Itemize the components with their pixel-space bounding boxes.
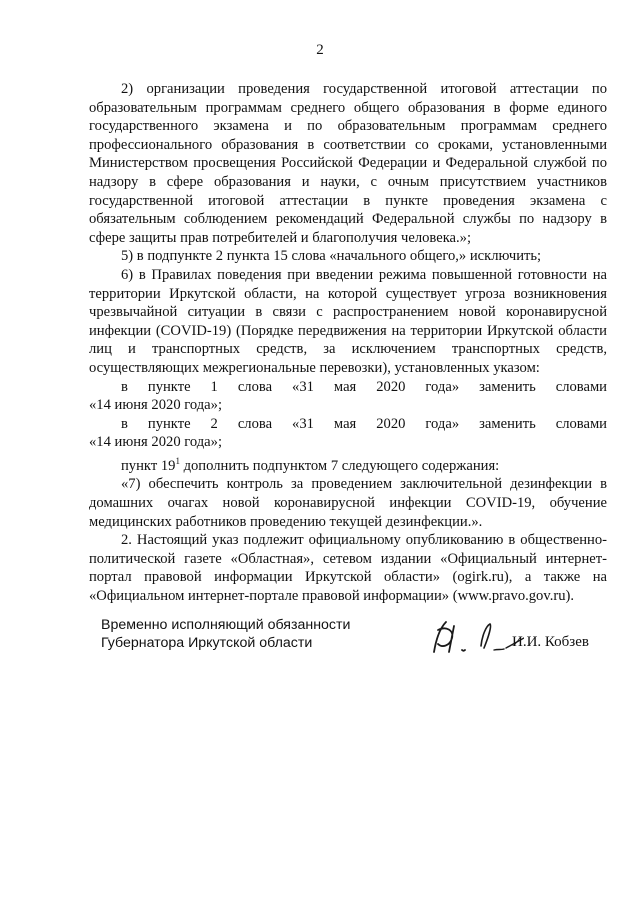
paragraph-publication: 2. Настоящий указ подлежит официальному опубликованию в общественно-политической газете «Областная», сетевом издании «Официальный интернет-портал правовой информации Иркутской области» (ogirk.ru), а также на «Официальном интернет-портале правовой информации» (www.pravo.gov.ru). [89, 532, 607, 604]
document-body [89, 80, 607, 605]
point-19-rest: дополнить подпунктом 7 следующего содержания: [179, 457, 500, 474]
paragraph-point-19 [89, 452, 607, 475]
paragraph-point-1-line: в пункте 1 слова «31 мая 2020 года» заменить словами [121, 378, 607, 395]
point-19-text: пункт 19 [121, 457, 176, 474]
signatory-title-line1: Временно исполняющий обязанности [101, 617, 351, 633]
page-number: 2 [316, 42, 324, 58]
signatory-title-line2: Губернатора Иркутской области [101, 635, 313, 651]
paragraph-point-1-date: «14 июня 2020 года»; [89, 397, 223, 414]
paragraph-item-6: 6) в Правилах поведения при введении режима повышенной готовности на территории Иркутской области, на которой существует угроза возникновения чрезвычайной ситуации в связи с распространением новой коронавирусной инфекции (COVID-19) (Порядке передвижения на территории Иркутской области лиц и транспортных средств, за исключением транспортных средств, осуществляющих межрегиональные перевозки), установленных указом: [89, 266, 607, 376]
signatory-name: И.И. Кобзев [512, 634, 589, 650]
handwritten-signature [424, 616, 524, 660]
paragraph-point-2-line: в пункте 2 слова «31 мая 2020 года» заменить словами [121, 415, 607, 432]
paragraph-subpoint-7: «7) обеспечить контроль за проведением заключительной дезинфекции в домашних очагах новой коронавирусной инфекции COVID-19, обучение медицинских работников проведению текущей дезинфекции.». [89, 476, 607, 530]
paragraph-exam-attestation: 2) организации проведения государственной итоговой аттестации по образовательным программам среднего общего образования в форме единого государственного экзамена и по образовательным программам среднего профессионального образования в соответствии со сроками, установленными Министерством просвещения Российской Федерации и Федеральной службой по надзору в сфере образования и науки, с очным присутствием участников государственной итоговой аттестации в пункте проведения экзамена с обязательным соблюдением рекомендаций Федеральной службы по надзору в сфере защиты прав потребителей и благополучия человека.»; [89, 81, 607, 246]
paragraph-item-5: 5) в подпункте 2 пункта 15 слова «начального общего,» исключить; [121, 248, 542, 265]
point-19-superscript: 1 [175, 455, 180, 466]
paragraph-point-2-date: «14 июня 2020 года»; [89, 434, 223, 451]
signatory-title [101, 616, 350, 652]
